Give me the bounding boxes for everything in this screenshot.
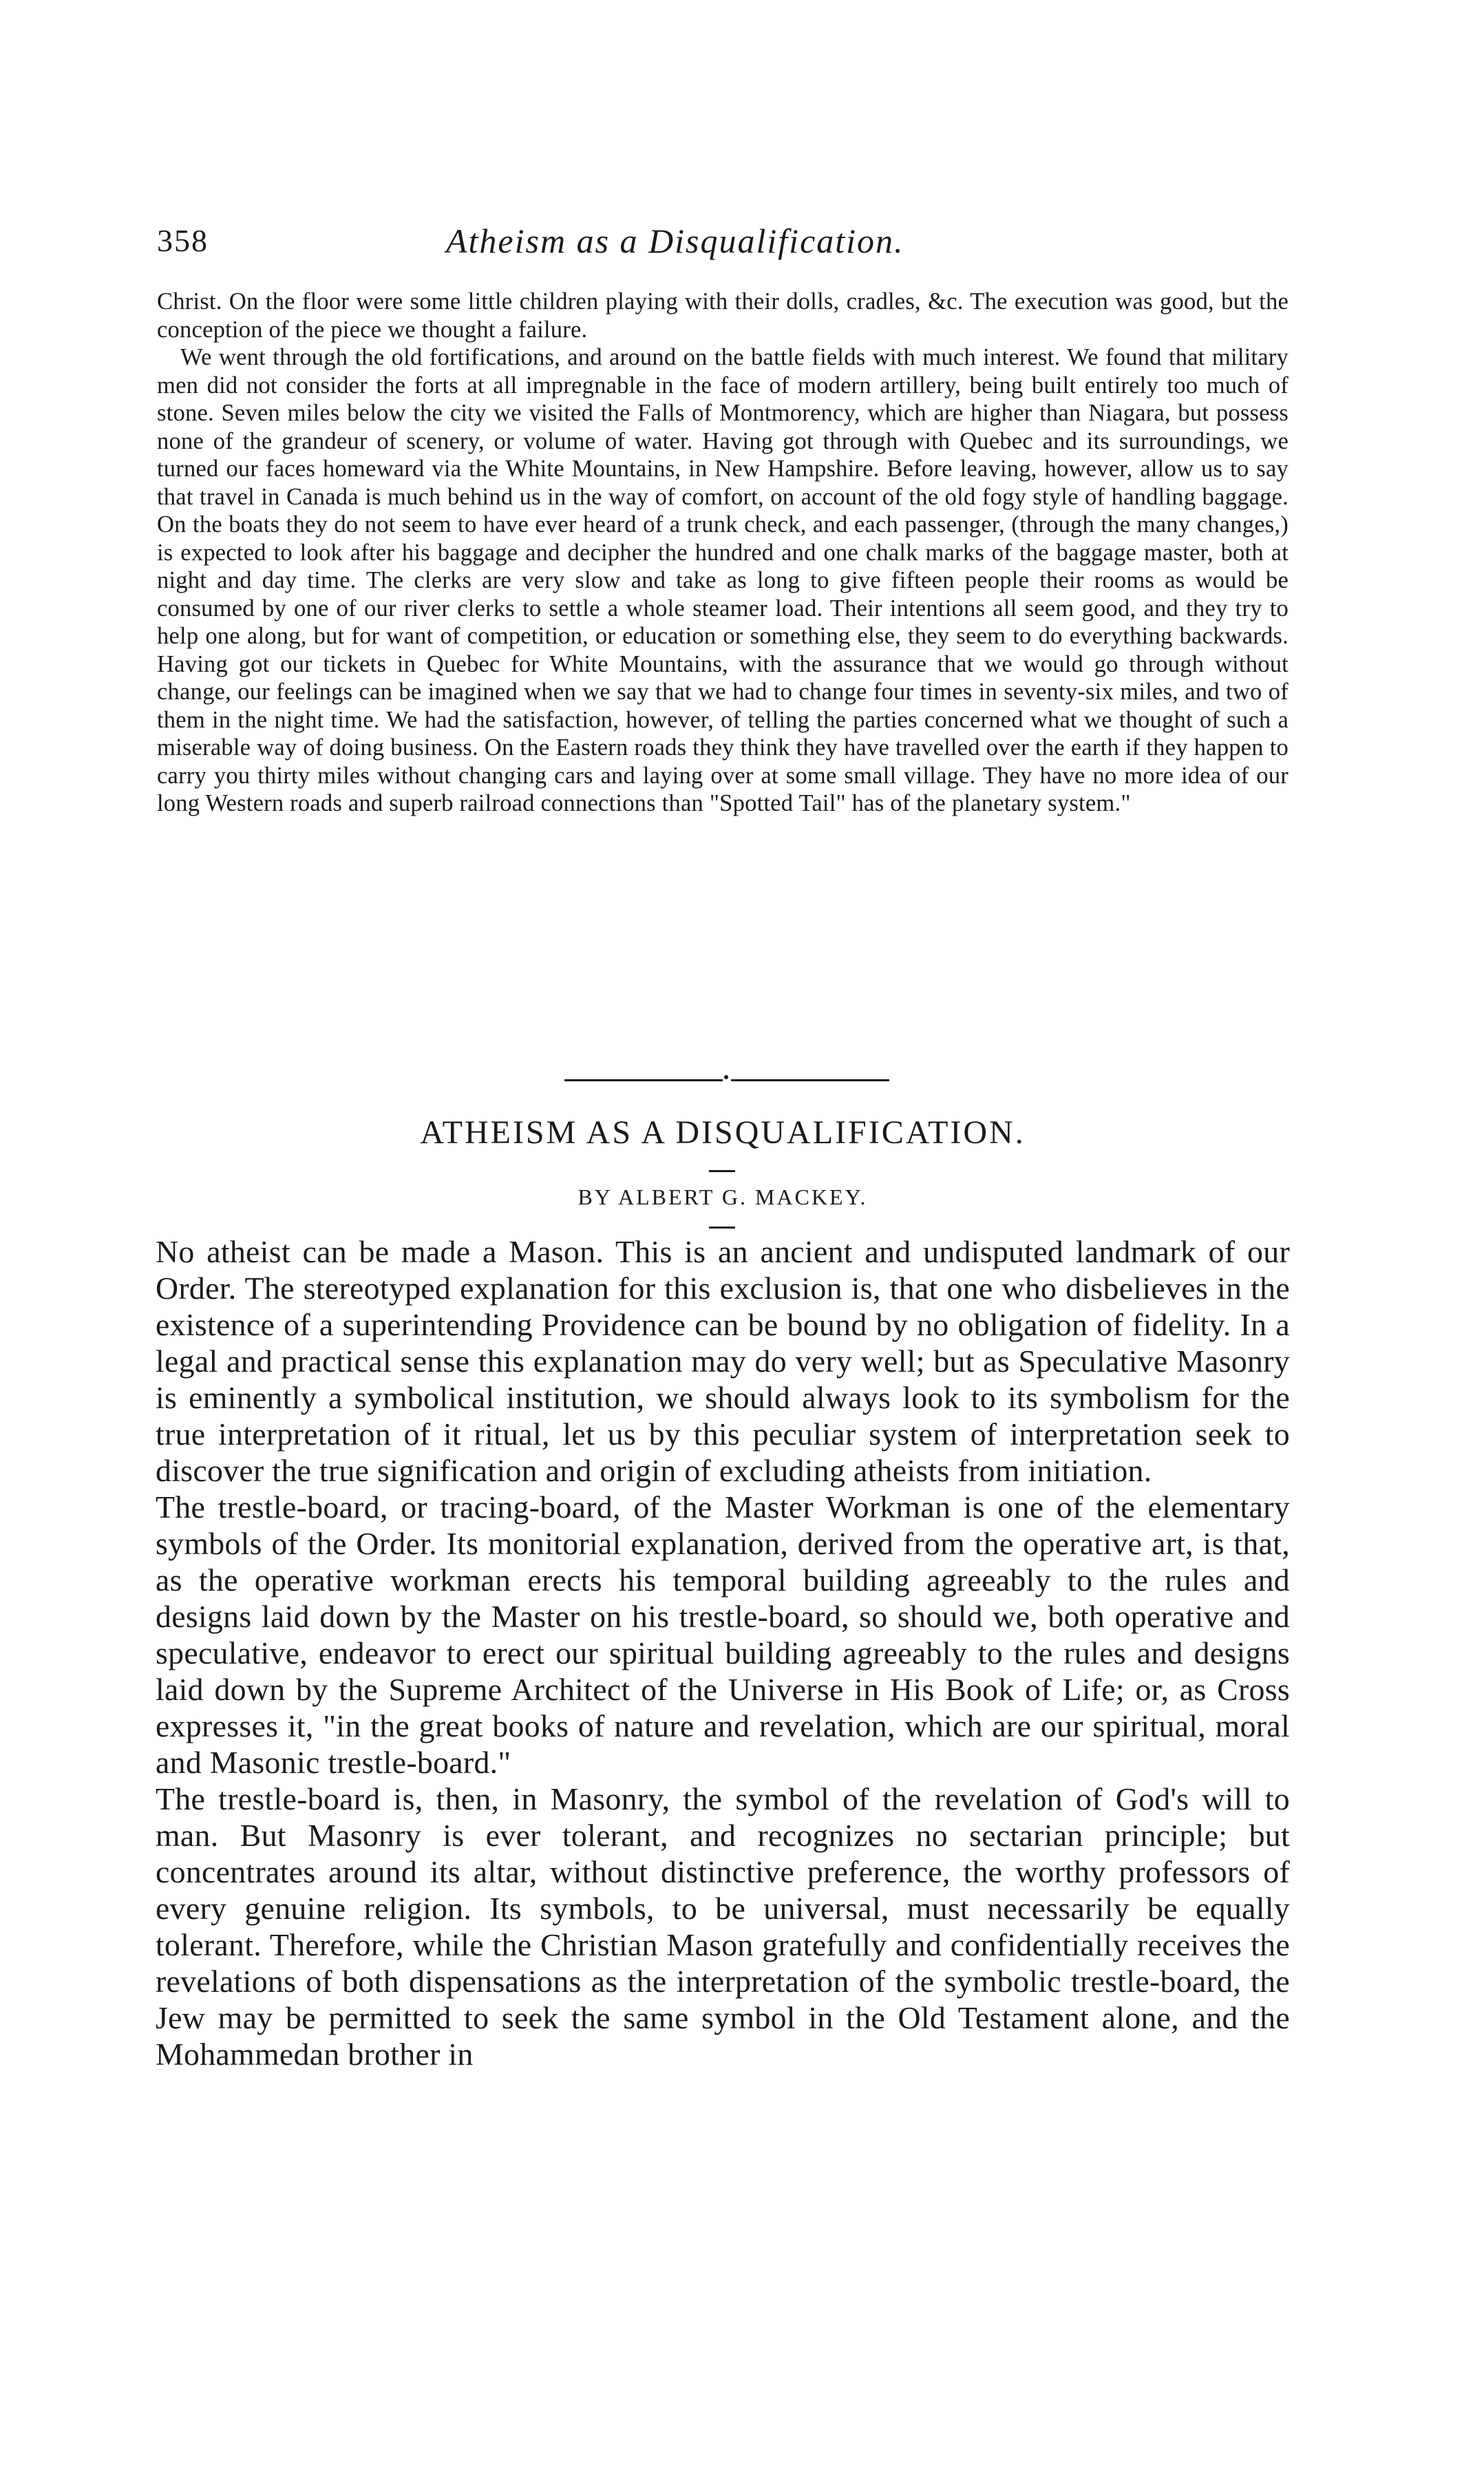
section-divider-right xyxy=(731,1079,889,1081)
article-paragraph-2: The trestle-board, or tracing-board, of the Master Workman is one of the elementary symbols of the Order. Its monitorial explanation, derived from the operative art, is that, as the operative workman erects his temporal building agreeably to the rules and designs laid down by the Master on his trestle-board, so should we, both operative and speculative, endeavor to erect our spiritual building agreeably to the rules and designs laid down by the Supreme Architect of the Universe in His Book of Life; or, as Cross expresses it, "in the great books of nature and revelation, which are our spiritual, moral and Masonic trestle-board." xyxy=(156,1489,1290,1780)
section-divider-ornament xyxy=(724,1075,728,1079)
section-divider-left xyxy=(564,1079,723,1081)
page-number: 358 xyxy=(157,223,209,258)
article-body xyxy=(156,1233,1290,2072)
previous-article-text xyxy=(157,288,1289,818)
running-title: Atheism as a Disqualification. xyxy=(446,222,904,260)
article-byline: BY ALBERT G. MACKEY. xyxy=(577,1185,868,1209)
page-header xyxy=(157,219,1286,267)
article-title: ATHEISM AS A DISQUALIFICATION. xyxy=(420,1114,1026,1151)
previous-article-paragraph-1: Christ. On the floor were some little children playing with their dolls, cradles, &c. The execution was good, but the conception of the piece we thought a failure. xyxy=(157,288,1289,343)
title-rule xyxy=(709,1170,735,1172)
byline-rule xyxy=(709,1227,735,1229)
previous-article-paragraph-2: We went through the old fortifications, and around on the battle fields with much interest. We found that military men did not consider the forts at all impregnable in the face of modern artillery, being built entirely too much of stone. Seven miles below the city we visited the Falls of Montmorency, which are higher than Niagara, but possess none of the grandeur of scenery, or volume of water. Having got through with Quebec and its surroundings, we turned our faces homeward via the White Mountains, in New Hampshire. Before leaving, however, allow us to say that travel in Canada is much behind us in the way of comfort, on account of the old fogy style of handling baggage. On the boats they do not seem to have ever heard of a trunk check, and each passenger, (through the many changes,) is expected to look after his baggage and decipher the hundred and one chalk marks of the baggage master, both at night and day time. The clerks are very slow and take as long to give fifteen people their rooms as would be consumed by one of our river clerks to settle a whole steamer load. Their intentions all seem good, and they try to help one along, but for want of competition, or education or something else, they seem to do everything backwards. Having got our tickets in Quebec for White Mountains, with the assurance that we would go through without change, our feelings can be imagined when we say that we had to change four times in seventy-six miles, and two of them in the night time. We had the satisfaction, however, of telling the parties concerned what we thought of such a miserable way of doing business. On the Eastern roads they think they have travelled over the earth if they happen to carry you thirty miles without changing cars and laying over at some small village. They have no more idea of our long Western roads and superb railroad connections than "Spotted Tail" has of the planetary system." xyxy=(157,344,1289,816)
article-paragraph-3: The trestle-board is, then, in Masonry, the symbol of the revelation of God's will to man. But Masonry is ever tolerant, and recognizes no sectarian principle; but concentrates around its altar, without distinctive preference, the worthy professors of every genuine religion. Its symbols, to be universal, must necessarily be equally tolerant. Therefore, while the Christian Mason gratefully and confidentially receives the revelations of both dispensations as the interpretation of the symbolic trestle-board, the Jew may be permitted to seek the same symbol in the Old Testament alone, and the Mohammedan brother in xyxy=(156,1781,1290,2072)
article-paragraph-1: No atheist can be made a Mason. This is an ancient and undisputed landmark of our Order. The stereotyped explanation for this exclusion is, that one who disbelieves in the existence of a superintending Providence can be bound by no obligation of fidelity. In a legal and practical sense this explanation may do very well; but as Speculative Masonry is eminently a symbolical institution, we should always look to its symbolism for the true interpretation of it ritual, let us by this peculiar system of interpretation seek to discover the true signification and origin of excluding atheists from initiation. xyxy=(156,1234,1290,1488)
